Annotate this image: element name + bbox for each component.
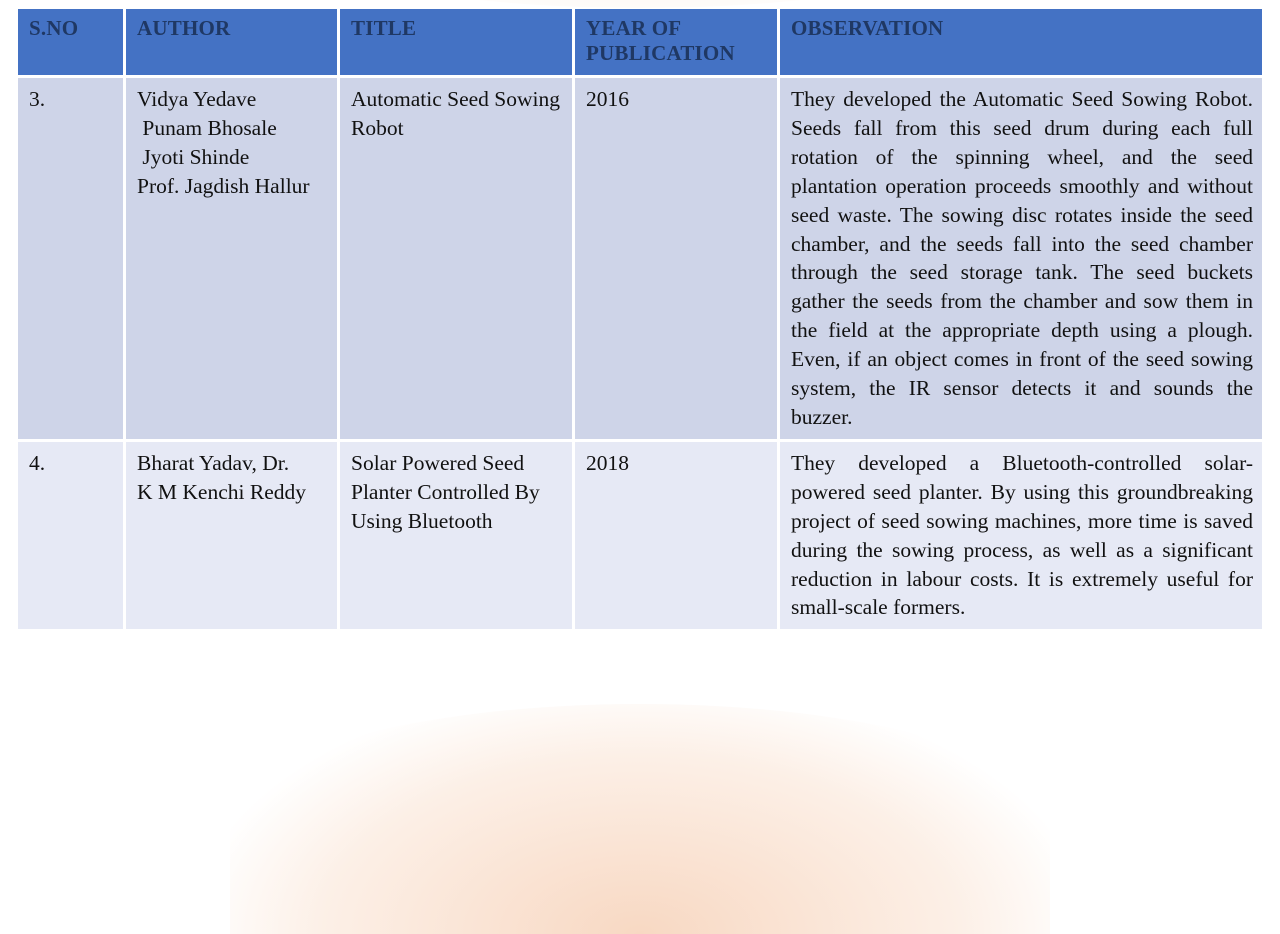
- column-header-author: AUTHOR: [126, 9, 340, 78]
- table-row: [18, 78, 1262, 442]
- author-line: Bharat Yadav, Dr.: [137, 450, 290, 475]
- cell-sno: 3.: [18, 78, 126, 442]
- author-line: K M Kenchi Reddy: [137, 479, 306, 504]
- cell-author: [126, 442, 340, 632]
- cell-year: 2016: [575, 78, 780, 442]
- column-header-observation: OBSERVATION: [780, 9, 1262, 78]
- column-header-year: YEAR OF PUBLICATION: [575, 9, 780, 78]
- background-curve-top-decoration: [190, 0, 1090, 8]
- literature-review-table: [18, 9, 1262, 632]
- cell-author: [126, 78, 340, 442]
- cell-sno: 4.: [18, 442, 126, 632]
- author-line: Prof. Jagdish Hallur: [137, 173, 310, 198]
- cell-title: Automatic Seed Sowing Robot: [340, 78, 575, 442]
- column-header-title: TITLE: [340, 9, 575, 78]
- cell-title: Solar Powered Seed Planter Controlled By Using Bluetooth: [340, 442, 575, 632]
- author-line: Vidya Yedave: [137, 87, 257, 111]
- cell-observation: They developed a Bluetooth-controlled solar-powered seed planter. By using this groundbreaking project of seed sowing machines, more time is saved during the sowing process, as well as a significant reduction in labour costs. It is extremely useful for small-scale formers.: [780, 442, 1262, 632]
- table-body: [18, 78, 1262, 632]
- cell-year: 2018: [575, 442, 780, 632]
- table-header-row: [18, 9, 1262, 78]
- column-header-sno: S.NO: [18, 9, 126, 78]
- table-row: [18, 442, 1262, 632]
- table-header: [18, 9, 1262, 78]
- cell-observation: They developed the Automatic Seed Sowing Robot. Seeds fall from this seed drum during each full rotation of the spinning wheel, and the seed plantation operation proceeds smoothly and without seed waste. The sowing disc rotates inside the seed chamber, and the seeds fall into the seed chamber through the seed storage tank. The seed buckets gather the seeds from the chamber and sow them in the field at the appropriate depth using a plough. Even, if an object comes in front of the seed sowing system, the IR sensor detects it and sounds the buzzer.: [780, 78, 1262, 442]
- author-line: Jyoti Shinde: [137, 144, 250, 169]
- author-line: Punam Bhosale: [137, 115, 277, 140]
- background-curve-bottom-decoration: [230, 704, 1050, 934]
